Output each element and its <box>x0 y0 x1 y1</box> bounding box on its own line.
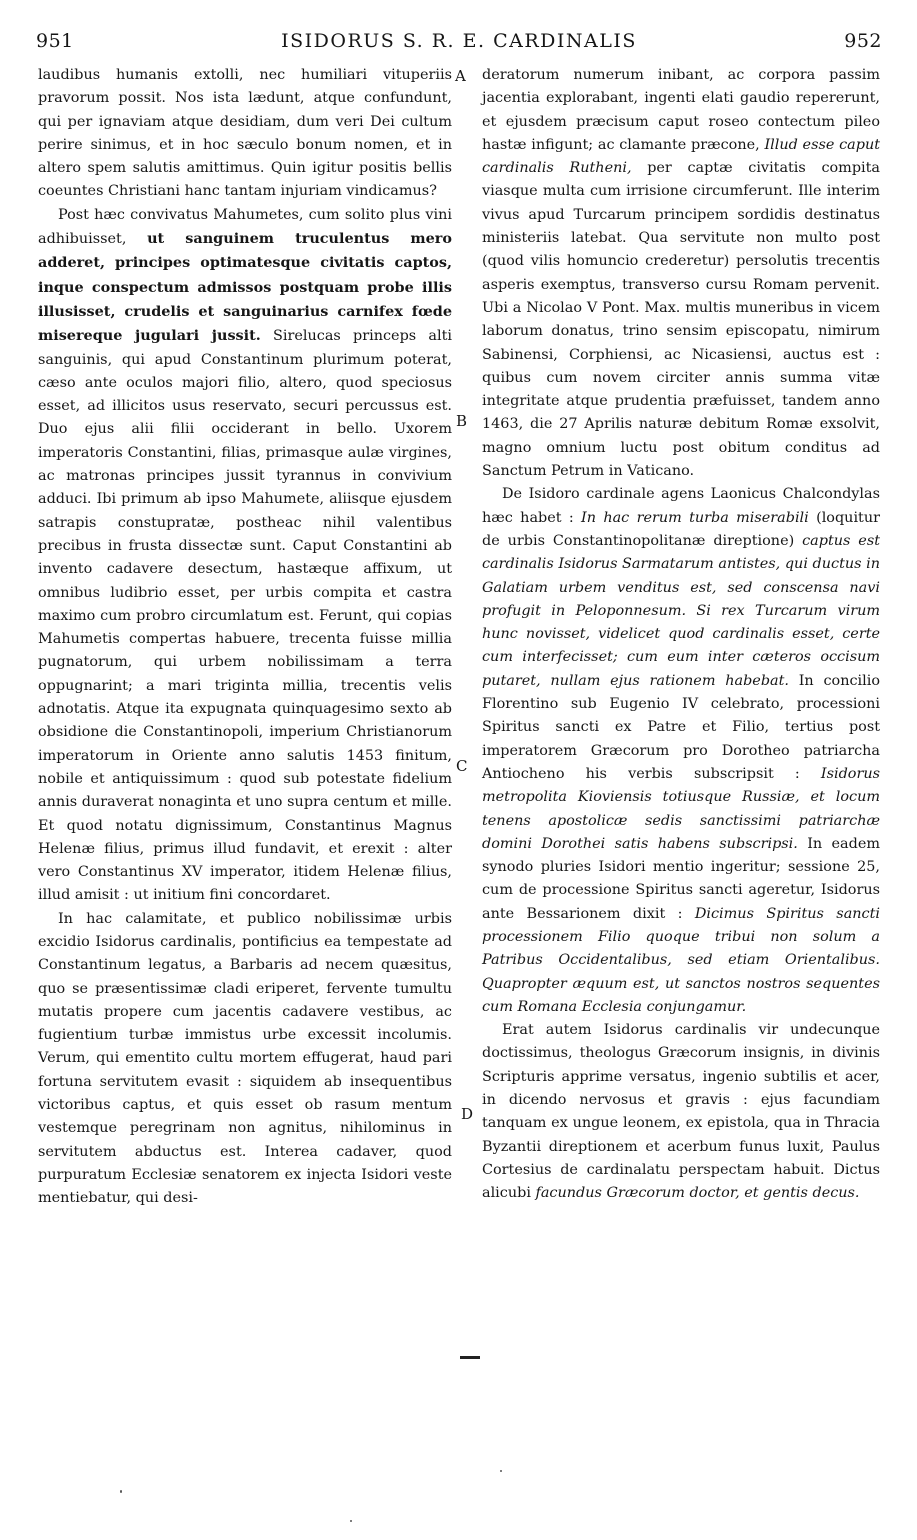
text-run: deratorum numerum inibant, ac corpora passim jacentia explorabant, ingenti elati gaudio repererunt, et ejusdem præcisum caput roseo contectum pileo hastæ infigunt; ac clamante præcone, <box>482 67 880 153</box>
left-page-number: 951 <box>36 30 74 52</box>
speck <box>500 1470 502 1472</box>
italic-quote-run: Isidorus metropolita Kioviensis totiusque Russiæ, et locum tenens apostolicæ sedis sanctissimi patriarchæ domini Dorothei satis habens subscripsi. <box>482 765 880 852</box>
italic-quote-run: facundus Græcorum doctor, et gentis decus. <box>535 1185 860 1202</box>
section-marker-b: B <box>456 412 468 430</box>
section-marker-c: C <box>456 757 468 775</box>
text-run: laudibus humanis extolli, nec humiliari vituperiis pravorum possit. Nos ista lædunt, atque confundunt, qui per ignaviam atque desidiam, dum veri Dei cultum perire sinimus, et in hoc sæculo bonum nomen, et in altero spem salutis amittimus. Quin igitur positis bellis coeuntes Christiani hanc tantam injuriam vindicamus? <box>38 67 452 200</box>
end-rule <box>460 1356 480 1359</box>
running-title: ISIDORUS S. R. E. CARDINALIS <box>281 30 637 52</box>
text-run: per captæ civitatis compita viasque multa cum irrisione circumferunt. Ille interim vivus apud Turcarum principem sordidis destinatus ministeriis latebat. Qua servitute non multo post (quod vilis homuncio crederetur) persolutis trecentis asperis exemptus, transverso cursu Romam pervenit. Ubi a Nicolao V Pont. Max. multis muneribus in vicem laborum donatus, trino sensim episcopatu, nimirum Sabinensi, Corphiensi, ac Nicasiensi, auctus est : quibus cum novem circiter annis summa vitæ integritate atque prudentia præfuisset, tandem anno 1463, die 27 Aprilis naturæ debitum Romæ exsolvit, magno omnium luctu post obitum conditus ad Sanctum Petrum in Vaticano. <box>482 160 880 480</box>
right-column <box>482 64 880 1206</box>
right-paragraph-2 <box>482 483 880 1019</box>
section-marker-a: A <box>455 67 466 85</box>
italic-quote-run: captus est cardinalis Isidorus Sarmatarum antistes, qui ductus in Galatiam urbem venditus est, sed conscensa navi profugit in Peloponnesum. Si rex Turcarum virum hunc novisset, videlicet quod cardinalis esset, certe cum interfecisset; cum eum inter cæteros occisum putaret, nullam ejus rationem habebat. <box>482 532 880 689</box>
text-run: Erat autem Isidorus cardinalis vir undecunque doctissimus, theologus Græcorum insignis, in divinis Scripturis apprime versatus, ingenio subtilis et acer, in dicendo nervosus et gravis : ejus facundiam tanquam ex ungue leonem, ex epistola, qua in Thracia Byzantii direptionem et acerbum funus luxit, Paulus Cortesius de cardinalatu perspectam habuit. Dictus alicubi <box>482 1022 880 1202</box>
text-run: In hac calamitate, et publico nobilissimæ urbis excidio Isidorus cardinalis, pontificius ea tempestate ad Constantinum legatus, a Barbaris ad necem quæsitus, quo se præsentissimæ cladi eriperet, fervente tumultu mutatis propere cum jacentis cadavere vestibus, ac fugientium turbæ immistus urbe excessit incolumis. Verum, qui ementito cultu mortem effugerat, haud pari fortuna servitutem evasit : siquidem ab insequentibus victoribus captus, et quis esset ob rasum mentum vestemque peregrinam non agnitus, nihilominus in servitutem abductus est. Interea cadaver, quod purpuratum Ecclesiæ senatorem ex injecta Isidori veste mentiebatur, qui desi- <box>38 910 452 1207</box>
left-paragraph-2 <box>38 204 452 908</box>
left-paragraph-3 <box>38 908 452 1211</box>
section-marker-d: D <box>461 1105 474 1123</box>
speck <box>120 1490 122 1493</box>
italic-quote-run: Dicimus Spiritus sancti processionem Filio quoque tribui non solum a Patribus Occidentalibus, sed etiam Orientalibus. Quapropter æquum est, ut sanctos nostros sequentes cum Romana Ecclesia conjungamur. <box>482 905 880 1015</box>
right-paragraph-1 <box>482 64 880 483</box>
right-paragraph-3 <box>482 1019 880 1205</box>
text-run: De Isidoro cardinale agens Laonicus Chalcondylas hæc habet : <box>482 486 880 526</box>
text-run: Sirelucas princeps alti sanguinis, qui apud Constantinum plurimum poterat, cæso ante oculos majori filio, altero, quod speciosus esset, ad illicitos usus reservato, securi percussus est. Duo ejus alii filii occiderant in bello. Uxorem imperatoris Constantini, filias, primasque aulæ virgines, ac matronas principes jussit tyrannus in convivium adduci. Ibi primum ab ipso Mahumete, aliisque ejusdem satrapis constupratæ, postheac nihil valentibus precibus in frusta dissectæ sunt. Caput Constantini ab invento cadavere desectum, hastæque affixum, ut omnibus ludibrio esset, per urbis compita et castra maximo cum probro circumlatum est. Ferunt, qui copias Mahumetis compertas habuere, trecenta fuisse millia pugnatorum, qui urbem nobilissimam a terra oppugnarint; a mari triginta millia, trecentis velis adnotatis. Atque ita expugnata quinquagesimo sexto ab obsidione die Constantinopoli, imperium Christianorum imperatorum in Oriente anno salutis 1453 finitum, nobile et antiquissimum : quod sub potestate fidelium annis duraverat nonaginta et uno supra centum et mille. Et quod notatu dignissimum, Constantinus Magnus Helenæ filius, primus illud fundavit, et erexit : alter vero Constantinus XV imperator, itidem Helenæ filius, illud amisit : ut initium fini concordaret. <box>38 328 452 904</box>
left-column <box>38 64 452 1211</box>
text-run: Post hæc convivatus Mahumetes, cum solito plus vini adhibuisset, <box>38 206 452 248</box>
text-run: In eadem synodo pluries Isidori mentio ingeritur; sessione 25, cum de processione Spiritus sancti ageretur, Isidorus ante Bessarionem dixit : <box>482 835 880 922</box>
text-run: (loquitur de urbis Constantinopolitanæ direptione) <box>482 509 880 549</box>
bold-text-run: ut sanguinem truculentus mero adderet, principes optimatesque civitatis captos, inque conspectum admissos postquam probe illis illusisset, crudelis et sanguinarius carnifex fœde misereque jugulari jussit. <box>38 230 452 345</box>
text-run: In concilio Florentino sub Eugenio IV celebrato, processioni Spiritus sancti ex Patre et Filio, tertius post imperatorem Græcorum pro Dorotheo patriarcha Antiocheno his verbis subscripsit : <box>482 672 880 782</box>
running-header <box>36 30 882 58</box>
right-page-number: 952 <box>844 30 882 52</box>
left-paragraph-1 <box>38 64 452 204</box>
italic-quote-run: Illud esse caput cardinalis Rutheni, <box>482 136 880 177</box>
italic-quote-run: In hac rerum turba miserabili <box>581 509 809 526</box>
speck <box>350 1520 352 1522</box>
